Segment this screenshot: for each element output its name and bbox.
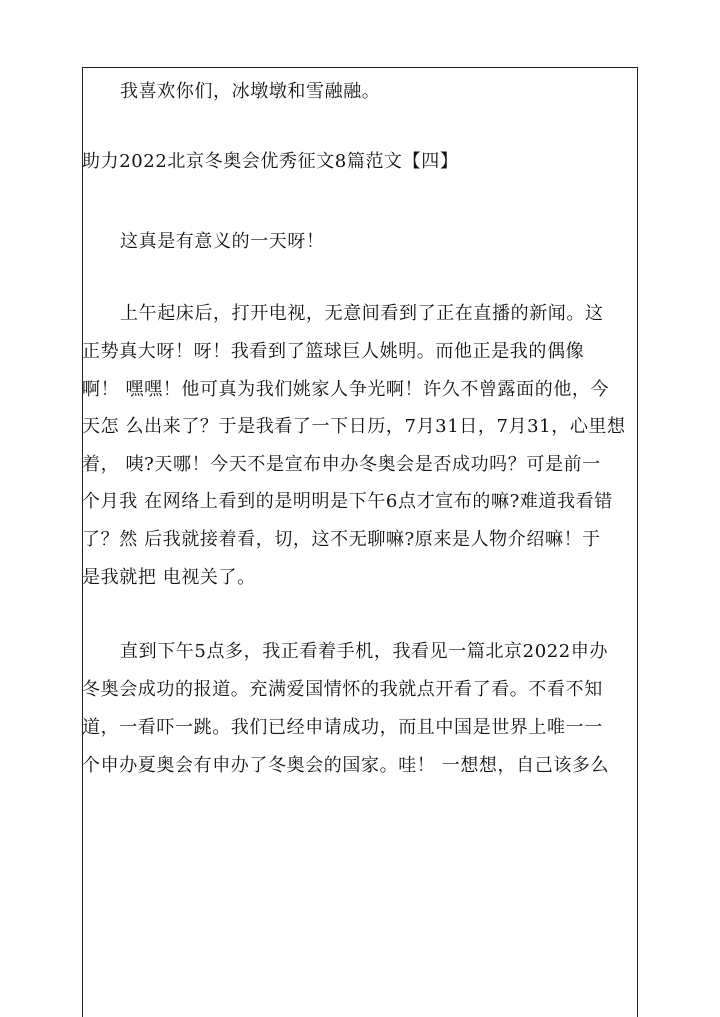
text-line: 我喜欢你们，冰墩墩和雪融融。 (120, 81, 381, 102)
section-heading: 助力2022北京冬奥会优秀征文8篇范文【四】 (82, 151, 459, 172)
text-line: 个申办夏奥会有申办了冬奥会的国家。哇！ 一想想，自己该多么 (82, 755, 610, 776)
text-line: 直到下午5点多，我正看着手机，我看见一篇北京2022申办 (120, 641, 609, 662)
text-line: 正势真大呀！呀！我看到了篮球巨人姚明。而他正是我的偶像 (82, 341, 585, 362)
text-line: 上午起床后，打开电视，无意间看到了正在直播的新闻。这 (120, 303, 604, 324)
text-line: 是我就把 电视关了。 (82, 567, 256, 588)
text-line: 道，一看吓一跳。我们已经申请成功，而且中国是世界上唯一一 (82, 717, 603, 738)
text-line: 个月我 在网络上看到的是明明是下午6点才宣布的嘛?难道我看错 (82, 491, 613, 512)
text-line: 冬奥会成功的报道。充满爱国情怀的我就点开看了看。不看不知 (82, 679, 603, 700)
text-line: 着， 咦?天哪！今天不是宣布申办冬奥会是否成功吗？可是前一 (82, 454, 601, 475)
text-line: 这真是有意义的一天呀！ (120, 231, 325, 252)
text-line: 天怎 么出来了？于是我看了一下日历，7月31日，7月31，心里想 (82, 416, 626, 437)
text-line: 啊！ 嘿嘿！他可真为我们姚家人争光啊！许久不曾露面的他，今 (82, 379, 610, 400)
text-line: 了？然 后我就接着看，切，这不无聊嘛?原来是人物介绍嘛！于 (82, 529, 601, 550)
